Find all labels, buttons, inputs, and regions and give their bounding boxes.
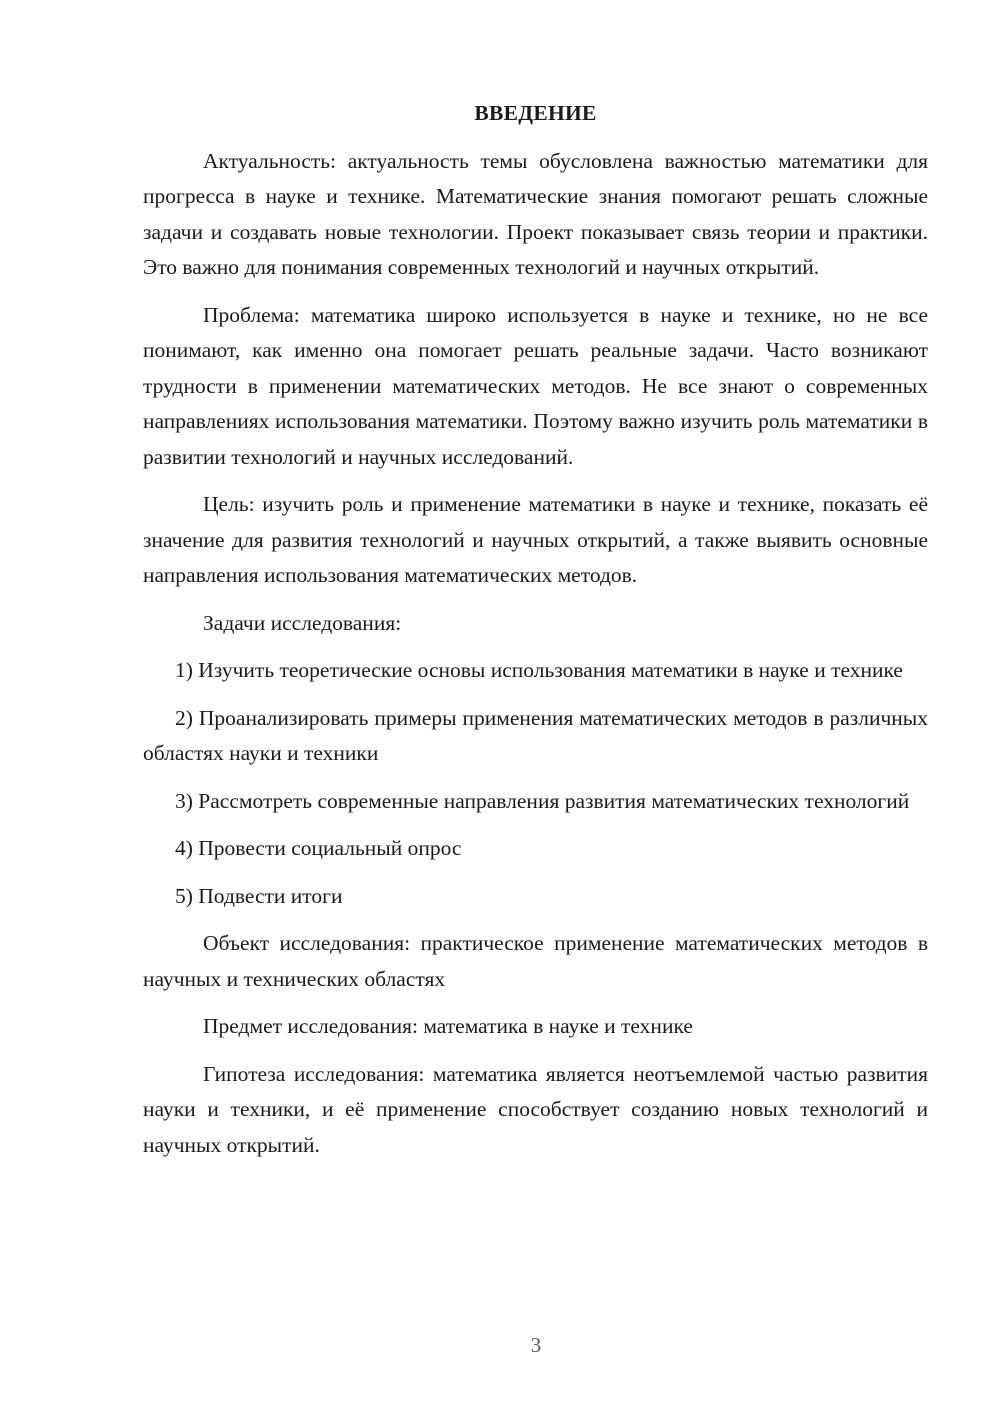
page-number: 3 xyxy=(530,1333,542,1357)
task-item-1: 1) Изучить теоретические основы использования математики в науке и технике xyxy=(175,658,903,682)
task-item-4: 4) Провести социальный опрос xyxy=(175,836,462,860)
task-item-3: 3) Рассмотреть современные направления развития математических технологий xyxy=(175,788,910,813)
tasks-title: Задачи исследования: xyxy=(203,610,402,635)
page-title: ВВЕДЕНИЕ xyxy=(474,101,597,125)
paragraph-hypothesis: Гипотеза исследования: математика является неотъемлемой частью развития науки и техники, и её применение способствует созданию новых технологий и научных открытий. xyxy=(143,1061,928,1157)
paragraph-problem: Проблема: математика широко используется в науке и технике, но не все понимают, как именно она помогает решать реальные задачи. Часто возникают трудности в применении математических методов. Не все знают о современных направлениях использования математики. Поэтому важно изучить роль математики в развитии технологий и научных исследований. xyxy=(143,302,928,469)
task-item-2: 2) Проанализировать примеры применения математических методов в различных областях науки и техники xyxy=(143,705,928,765)
paragraph-goal: Цель: изучить роль и применение математики в науке и технике, показать её значение для развития технологий и научных открытий, а также выявить основные направления использования математических методов. xyxy=(143,492,928,587)
paragraph-object: Объект исследования: практическое применение математических методов в научных и технических областях xyxy=(143,931,928,991)
document-page xyxy=(143,96,928,1175)
paragraph-subject: Предмет исследования: математика в науке и технике xyxy=(203,1014,693,1038)
paragraph-relevance: Актуальность: актуальность темы обусловлена важностью математики для прогресса в науке и технике. Математические знания помогают решать сложные задачи и создавать новые технологии. Проект показывает связь теории и практики. Это важно для понимания современных технологий и научных открытий. xyxy=(143,148,928,279)
task-item-5: 5) Подвести итоги xyxy=(175,883,343,908)
